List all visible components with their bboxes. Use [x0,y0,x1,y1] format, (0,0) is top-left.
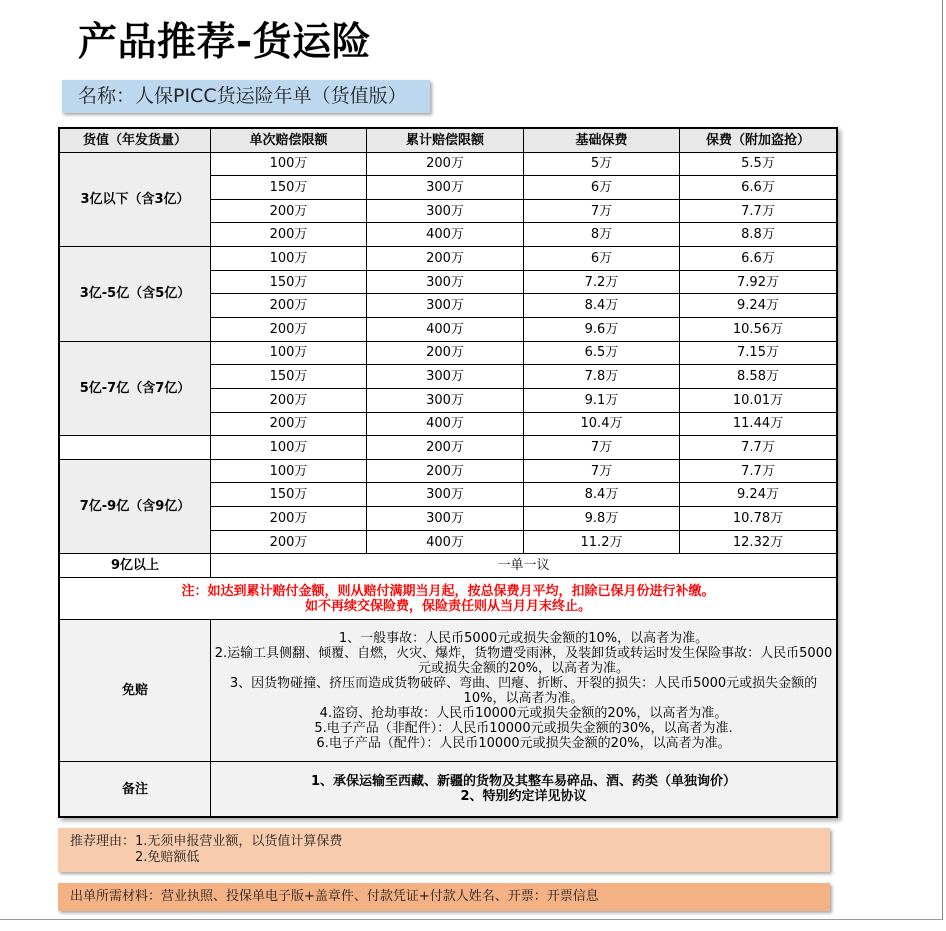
base-premium-cell: 7万 [524,436,680,460]
base-premium-cell: 7万 [524,199,680,223]
cumulative-claim-limit-cell: 400万 [367,223,524,247]
cumulative-claim-limit-cell: 200万 [367,341,524,365]
header-cargo-value: 货值（年发货量） [59,128,211,152]
recommendation-label: 推荐理由： [70,834,136,849]
cumulative-claim-limit-cell: 300万 [367,270,524,294]
cargo-value-tier: 3亿-5亿（含5亿） [59,247,211,342]
deductible-content [211,620,838,762]
base-premium-cell: 11.2万 [524,530,680,554]
note-line: 如不再续交保险费，保险责任则从当月月末终止。 [304,598,591,614]
header-cumulative-claim-limit: 累计赔偿限额 [367,128,524,152]
single-claim-limit-cell: 200万 [211,530,367,554]
premium-with-theft-cell: 10.01万 [680,388,838,412]
cumulative-claim-limit-cell: 200万 [367,152,524,176]
cumulative-claim-limit-cell: 300万 [367,199,524,223]
cumulative-claim-limit-cell: 200万 [367,459,524,483]
page-bottom-divider [0,919,943,920]
premium-with-theft-cell: 8.8万 [680,223,838,247]
premium-with-theft-cell: 11.44万 [680,412,838,436]
premium-with-theft-cell: 7.7万 [680,459,838,483]
base-premium-cell: 9.1万 [524,388,680,412]
header-premium-with-theft: 保费（附加盗抢） [680,128,838,152]
single-claim-limit-cell: 100万 [211,152,367,176]
single-claim-limit-cell: 200万 [211,199,367,223]
remarks-label: 备注 [59,762,211,817]
cargo-value-tier: 9亿以上 [59,554,211,578]
rate-row [59,247,837,271]
recommendation-item: 1.无须申报营业额，以货值计算保费 [135,834,343,849]
note-line: 注：如达到累计赔付金额，则从赔付满期当月起，按总保费月平均，扣除已保月份进行补缴。 [181,583,715,599]
required-materials-text: 出单所需材料：营业执照、投保单电子版+盖章件、付款凭证+付款人姓名、开票：开票信息 [70,889,599,904]
deductible-row [59,620,837,762]
premium-with-theft-cell: 10.78万 [680,507,838,531]
single-claim-limit-cell: 200万 [211,388,367,412]
rate-table [58,127,838,818]
single-claim-limit-cell: 150万 [211,176,367,200]
single-claim-limit-cell: 150万 [211,270,367,294]
premium-with-theft-cell: 6.6万 [680,247,838,271]
cumulative-claim-limit-cell: 400万 [367,412,524,436]
header-base-premium: 基础保费 [524,128,680,152]
cumulative-claim-limit-cell: 300万 [367,483,524,507]
note-row [59,578,837,620]
premium-with-theft-cell: 8.58万 [680,365,838,389]
above-9-row [59,554,837,578]
cumulative-claim-limit-cell: 400万 [367,317,524,341]
deductible-item: 1、一般事故：人民币5000元或损失金额的10%，以高者为准。 [338,630,709,646]
rate-table-body [59,128,837,817]
header-row [59,128,837,152]
single-claim-limit-cell: 200万 [211,317,367,341]
recommendation-list [135,834,342,866]
deductible-label: 免赔 [59,620,211,762]
page-title: 产品推荐-货运险 [78,20,372,65]
base-premium-cell: 8.4万 [524,294,680,318]
cumulative-claim-limit-cell: 300万 [367,388,524,412]
base-premium-cell: 6.5万 [524,341,680,365]
single-claim-limit-cell: 200万 [211,294,367,318]
cargo-value-tier: 7亿-9亿（含9亿） [59,459,211,554]
rate-row [59,459,837,483]
single-claim-limit-cell: 200万 [211,412,367,436]
required-materials-box [58,883,830,911]
base-premium-cell: 7.8万 [524,365,680,389]
premium-with-theft-cell: 9.24万 [680,294,838,318]
product-name-box [62,80,430,113]
deductible-item: 4.盗窃、抢劫事故：人民币10000元或损失金额的20%，以高者为准。 [319,705,728,721]
base-premium-cell: 7.2万 [524,270,680,294]
deductible-item: 6.电子产品（配件）：人民币10000元或损失金额的20%，以高者为准。 [316,735,731,751]
cargo-value-tier-empty [59,436,211,460]
single-claim-limit-cell: 150万 [211,483,367,507]
deductible-item: 3、因货物碰撞、挤压而造成货物破碎、弯曲、凹瘪、折断、开裂的损失：人民币5000元或损失金额的10%，以高者为准。 [229,675,818,706]
premium-with-theft-cell: 12.32万 [680,530,838,554]
deductible-item: 5.电子产品（非配件）：人民币10000元或损失金额的30%，以高者为准. [314,720,733,736]
recommendation-box [58,828,830,872]
premium-with-theft-cell: 10.56万 [680,317,838,341]
premium-with-theft-cell: 5.5万 [680,152,838,176]
premium-with-theft-cell: 7.15万 [680,341,838,365]
remarks-row [59,762,837,817]
single-claim-limit-cell: 100万 [211,436,367,460]
cumulative-claim-limit-cell: 200万 [367,247,524,271]
base-premium-cell: 5万 [524,152,680,176]
cumulative-claim-limit-cell: 300万 [367,507,524,531]
rate-row [59,152,837,176]
deductible-item: 2.运输工具侧翻、倾覆、自燃，火灾、爆炸，货物遭受雨淋，及装卸货或转运时发生保险事故：人民币5000元或损失金额的20%，以高者为准。 [214,645,833,676]
single-claim-limit-cell: 100万 [211,247,367,271]
base-premium-cell: 6万 [524,176,680,200]
premium-with-theft-cell: 7.7万 [680,199,838,223]
rate-row [59,436,837,460]
page-right-divider [942,0,943,920]
cumulative-claim-limit-cell: 200万 [367,436,524,460]
cumulative-claim-limit-cell: 300万 [367,176,524,200]
recommendation-item: 2.免赔额低 [135,850,200,865]
premium-with-theft-cell: 7.92万 [680,270,838,294]
single-claim-limit-cell: 200万 [211,223,367,247]
remarks-content [211,762,838,817]
negotiated-cell: 一单一议 [211,554,838,578]
cargo-value-tier: 3亿以下（含3亿） [59,152,211,247]
premium-with-theft-cell: 6.6万 [680,176,838,200]
cumulative-claim-limit-cell: 300万 [367,294,524,318]
single-claim-limit-cell: 100万 [211,341,367,365]
product-name: 名称：人保PICC货运险年单（货值版） [78,85,407,107]
single-claim-limit-cell: 200万 [211,507,367,531]
rate-row [59,341,837,365]
single-claim-limit-cell: 100万 [211,459,367,483]
header-single-claim-limit: 单次赔偿限额 [211,128,367,152]
single-claim-limit-cell: 150万 [211,365,367,389]
note-cell [59,578,837,620]
base-premium-cell: 10.4万 [524,412,680,436]
cumulative-claim-limit-cell: 400万 [367,530,524,554]
base-premium-cell: 8万 [524,223,680,247]
base-premium-cell: 6万 [524,247,680,271]
base-premium-cell: 9.8万 [524,507,680,531]
cargo-value-tier: 5亿-7亿（含7亿） [59,341,211,436]
base-premium-cell: 8.4万 [524,483,680,507]
premium-with-theft-cell: 9.24万 [680,483,838,507]
base-premium-cell: 7万 [524,459,680,483]
cumulative-claim-limit-cell: 300万 [367,365,524,389]
base-premium-cell: 9.6万 [524,317,680,341]
remarks-item: 2、特别约定详见协议 [460,789,587,805]
premium-with-theft-cell: 7.7万 [680,436,838,460]
remarks-item: 1、承保运输至西藏、新疆的货物及其整车易碎品、酒、药类（单独询价） [310,774,737,790]
